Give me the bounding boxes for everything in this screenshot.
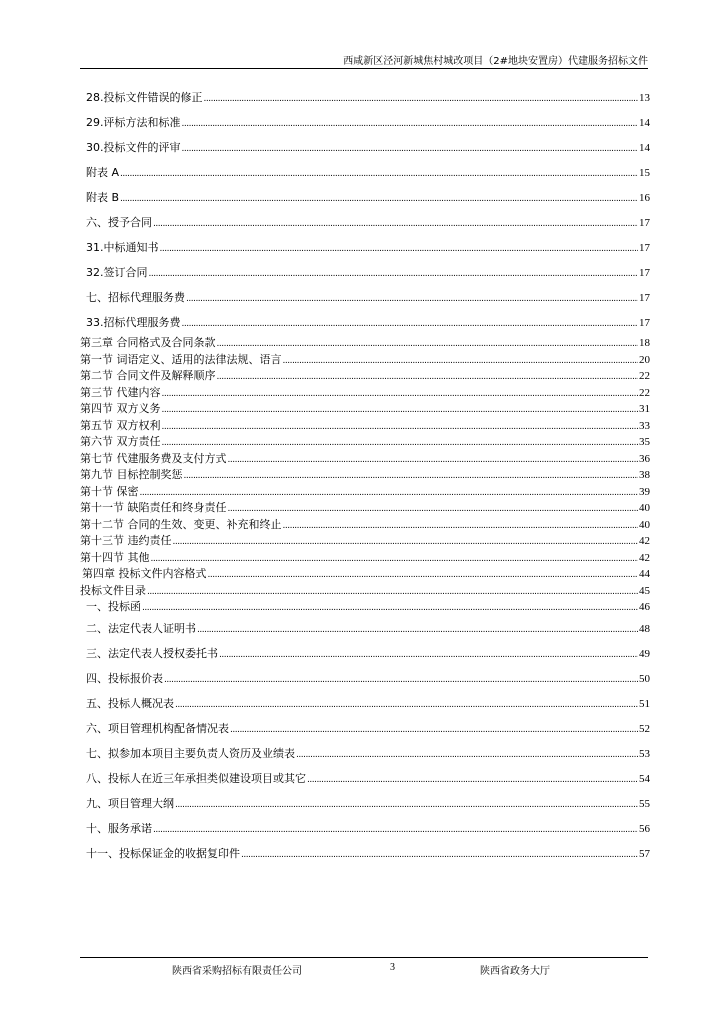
toc-entry-page: 18	[639, 337, 650, 349]
toc-entry[interactable]	[80, 210, 650, 235]
toc-entry[interactable]	[80, 766, 650, 791]
toc-entry-label: 28.投标文件错误的修正	[86, 91, 203, 104]
toc-dot-leader	[147, 584, 638, 601]
toc-entry-page: 54	[639, 772, 650, 785]
toc-entry-page: 45	[639, 584, 650, 597]
toc-entry-label: 第十三节 违约责任	[80, 534, 172, 547]
toc-entry[interactable]	[80, 352, 650, 369]
toc-entry-page: 42	[639, 535, 650, 547]
toc-entry[interactable]	[80, 517, 650, 534]
toc-entry[interactable]	[80, 583, 650, 600]
toc-entry-page: 17	[639, 242, 650, 254]
toc-entry[interactable]	[80, 235, 650, 260]
toc-dot-leader	[173, 534, 639, 551]
toc-entry-label: 八、投标人在近三年承担类似建设项目或其它	[86, 771, 306, 785]
toc-dot-leader	[140, 485, 639, 502]
toc-dot-leader	[241, 843, 638, 868]
toc-dot-leader	[182, 312, 639, 337]
toc-dot-leader	[164, 668, 638, 693]
toc-entry-label: 第一节 词语定义、适用的法律法规、语言	[80, 352, 282, 366]
toc-dot-leader	[283, 353, 639, 370]
toc-entry-label: 一、投标函	[86, 600, 141, 613]
toc-dot-leader	[228, 452, 639, 469]
toc-dot-leader	[162, 402, 639, 419]
toc-entry-label: 七、拟参加本项目主要负责人资历及业绩表	[86, 746, 295, 760]
toc-entry-page: 33	[639, 419, 650, 432]
toc-entry[interactable]	[80, 385, 650, 402]
toc-entry[interactable]	[80, 566, 650, 583]
toc-entry-label: 六、项目管理机构配备情况表	[86, 721, 229, 735]
toc-entry[interactable]	[80, 550, 650, 567]
toc-dot-leader	[204, 87, 639, 112]
toc-dot-leader	[217, 369, 639, 386]
toc-entry-page: 57	[639, 847, 650, 860]
toc-dot-leader	[175, 693, 638, 718]
toc-entry-label: 投标文件目录	[80, 583, 146, 597]
toc-entry-page: 36	[639, 452, 650, 465]
toc-dot-leader	[307, 768, 638, 793]
toc-entry-page: 48	[639, 622, 650, 635]
toc-entry-page: 16	[639, 192, 650, 204]
toc-entry-page: 44	[639, 568, 650, 580]
toc-entry[interactable]	[80, 533, 650, 550]
toc-entry-page: 17	[639, 317, 650, 329]
toc-entry-page: 14	[639, 142, 650, 154]
toc-entry-page: 14	[639, 117, 650, 129]
toc-entry[interactable]	[80, 741, 650, 766]
toc-entry[interactable]	[80, 110, 650, 135]
toc-entry-label: 附表 B	[86, 191, 120, 204]
toc-entry-label: 附表 A	[86, 166, 120, 179]
toc-dot-leader	[153, 818, 638, 843]
toc-entry-label: 七、招标代理服务费	[86, 291, 185, 304]
toc-entry-page: 50	[639, 672, 650, 685]
toc-entry[interactable]	[80, 599, 650, 616]
toc-dot-leader	[182, 112, 639, 137]
toc-entry-page: 15	[639, 167, 650, 179]
toc-dot-leader	[182, 137, 639, 162]
toc-entry-label: 30.投标文件的评审	[86, 141, 181, 154]
toc-entry[interactable]	[80, 285, 650, 310]
toc-entry-page: 42	[639, 551, 650, 564]
toc-entry-page: 49	[639, 647, 650, 660]
toc-entry-page: 13	[639, 92, 650, 104]
toc-entry-page: 17	[639, 292, 650, 304]
toc-entry-label: 第十四节 其他	[80, 550, 150, 564]
toc-entry[interactable]	[80, 691, 650, 716]
header-rule	[80, 68, 648, 69]
toc-entry[interactable]	[80, 335, 650, 352]
toc-entry-label: 二、法定代表人证明书	[86, 621, 196, 635]
toc-entry[interactable]	[80, 484, 650, 501]
toc-entry-label: 第三章 合同格式及合同条款	[80, 336, 216, 349]
toc-entry-label: 三、法定代表人授权委托书	[86, 646, 218, 660]
toc-entry-page: 53	[639, 747, 650, 760]
toc-entry[interactable]	[80, 716, 650, 741]
toc-entry[interactable]	[80, 310, 650, 335]
toc-dot-leader	[153, 212, 638, 237]
toc-dot-leader	[162, 419, 639, 436]
toc-entry-label: 32.签订合同	[86, 266, 148, 279]
toc-entry[interactable]	[80, 85, 650, 110]
toc-entry-label: 十、服务承诺	[86, 821, 152, 835]
toc-dot-leader	[296, 743, 638, 768]
toc-dot-leader	[120, 162, 638, 187]
toc-dot-leader	[208, 567, 639, 584]
toc-entry[interactable]	[80, 135, 650, 160]
toc-entry-label: 29.评标方法和标准	[86, 116, 181, 129]
toc-dot-leader	[142, 600, 638, 617]
toc-entry-page: 40	[639, 502, 650, 514]
toc-entry[interactable]	[80, 641, 650, 666]
toc-entry-page: 51	[639, 697, 650, 710]
toc-entry[interactable]	[80, 666, 650, 691]
table-of-contents	[80, 85, 650, 866]
toc-entry[interactable]	[80, 368, 650, 385]
toc-entry[interactable]	[80, 841, 650, 866]
toc-entry-page: 17	[639, 217, 650, 229]
toc-entry-label: 33.招标代理服务费	[86, 316, 181, 329]
footer-rule	[80, 957, 648, 958]
toc-entry-label: 第六节 双方责任	[80, 435, 161, 448]
toc-entry-page: 35	[639, 436, 650, 448]
toc-entry[interactable]	[80, 616, 650, 641]
toc-entry-label: 第十节 保密	[80, 484, 139, 498]
toc-entry-label: 第九节 目标控制奖惩	[80, 468, 183, 481]
toc-dot-leader	[162, 386, 639, 403]
toc-entry-label: 第五节 双方权利	[80, 418, 161, 432]
toc-entry-page: 52	[639, 722, 650, 735]
toc-entry-page: 22	[639, 370, 650, 382]
toc-entry-page: 22	[639, 386, 650, 399]
toc-entry-page: 20	[639, 353, 650, 366]
toc-entry-label: 四、投标报价表	[86, 671, 163, 685]
toc-entry-label: 五、投标人概况表	[86, 696, 174, 710]
toc-entry[interactable]	[80, 401, 650, 418]
toc-dot-leader	[217, 336, 639, 353]
toc-dot-leader	[120, 187, 638, 212]
toc-entry-page: 38	[639, 469, 650, 481]
toc-entry[interactable]	[80, 434, 650, 451]
toc-entry-label: 第四章 投标文件内容格式	[82, 567, 207, 580]
toc-entry[interactable]	[80, 418, 650, 435]
toc-entry-label: 九、项目管理大纲	[86, 796, 174, 810]
toc-dot-leader	[162, 435, 639, 452]
footer-location: 陕西省政务大厅	[480, 966, 550, 977]
toc-entry[interactable]	[80, 451, 650, 468]
toc-entry-page: 31	[639, 403, 650, 415]
toc-dot-leader	[219, 643, 638, 668]
toc-entry[interactable]	[80, 185, 650, 210]
toc-entry-label: 31.中标通知书	[86, 241, 159, 254]
toc-entry[interactable]	[80, 816, 650, 841]
toc-entry-page: 56	[639, 822, 650, 835]
page-header: 西咸新区泾河新城焦村城改项目（2#地块安置房）代建服务招标文件	[343, 56, 648, 67]
footer-company: 陕西省采购招标有限责任公司	[172, 966, 302, 977]
toc-dot-leader	[151, 551, 639, 568]
toc-entry[interactable]	[80, 260, 650, 285]
toc-entry-label: 第七节 代建服务费及支付方式	[80, 451, 227, 465]
toc-dot-leader	[283, 518, 639, 535]
toc-entry-label: 第三节 代建内容	[80, 385, 161, 399]
toc-dot-leader	[160, 237, 639, 262]
toc-entry-page: 17	[639, 267, 650, 279]
toc-entry-label: 第十二节 合同的生效、变更、补充和终止	[80, 517, 282, 531]
toc-entry-label: 第十一节 缺陷责任和终身责任	[80, 501, 227, 514]
toc-dot-leader	[186, 287, 638, 312]
toc-entry-page: 55	[639, 797, 650, 810]
toc-dot-leader	[175, 793, 638, 818]
toc-entry-page: 39	[639, 485, 650, 498]
toc-dot-leader	[149, 262, 639, 287]
toc-dot-leader	[197, 618, 638, 643]
toc-entry-label: 六、授予合同	[86, 216, 152, 229]
toc-entry-page: 46	[639, 601, 650, 613]
toc-entry[interactable]	[80, 160, 650, 185]
footer-page-number: 3	[390, 962, 395, 973]
toc-dot-leader	[228, 501, 639, 518]
toc-entry-label: 十一、投标保证金的收据复印件	[86, 846, 240, 860]
toc-entry[interactable]	[80, 791, 650, 816]
toc-entry-label: 第四节 双方义务	[80, 402, 161, 415]
toc-entry[interactable]	[80, 467, 650, 484]
toc-dot-leader	[230, 718, 638, 743]
toc-entry-page: 40	[639, 518, 650, 531]
toc-dot-leader	[184, 468, 639, 485]
toc-entry[interactable]	[80, 500, 650, 517]
toc-entry-label: 第二节 合同文件及解释顺序	[80, 369, 216, 382]
